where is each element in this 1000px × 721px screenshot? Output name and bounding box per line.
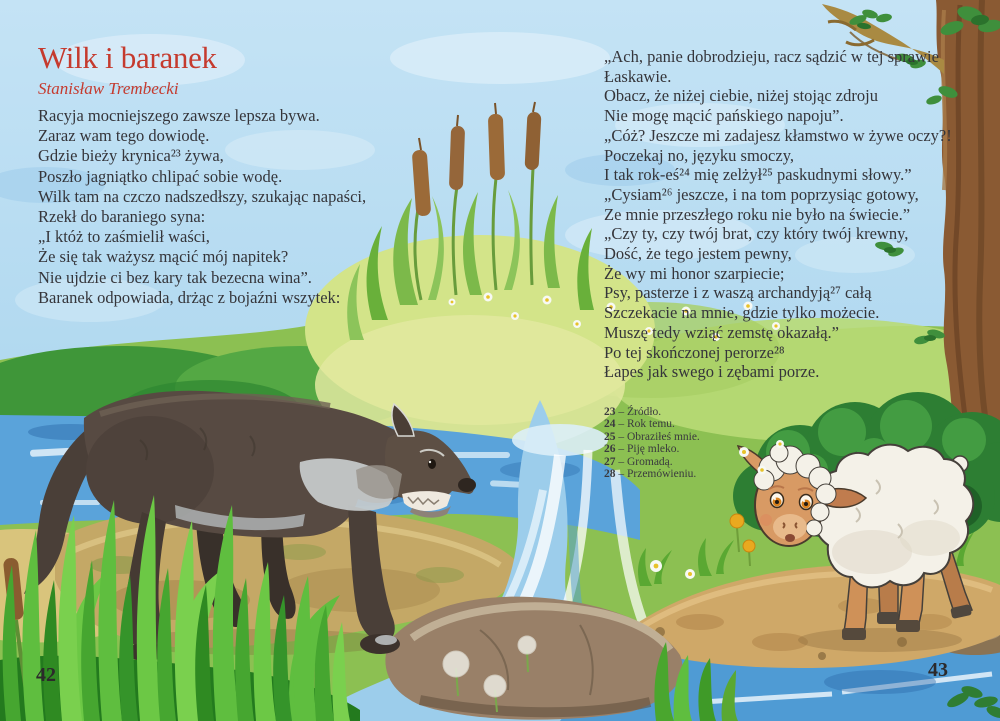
poem-line: Psy, pasterze i z waszą archandyją²⁷ całą [604, 283, 872, 303]
poem-line: Poczekaj no, języku smoczy, [604, 145, 794, 165]
page-title: Wilk i baranek [38, 40, 217, 75]
poem-line: „Czy ty, czy twój brat, czy który twój krewny, [604, 224, 909, 244]
poem-line: Obacz, że niżej ciebie, niżej stojąc zdroju [604, 86, 878, 106]
poem-line: Łapes jak swego i zębami porze. [604, 362, 820, 382]
footnote: 24 – Rok temu. [604, 418, 675, 431]
poem-line: „I któż to zaśmielił waści, [38, 227, 210, 247]
poem-line: Łaskawie. [604, 66, 672, 86]
poem-line: „Ach, panie dobrodzieju, racz sądzić w tej sprawie [604, 47, 939, 66]
poem-line: Ze mnie przeszłego roku nie było na świecie.” [604, 204, 911, 224]
poem-line: Nie mogę mącić pańskiego napoju”. [604, 106, 844, 126]
poem-right-column [604, 47, 952, 382]
poem-line: „Cysiam²⁶ jeszcze, i na tom poprzysiąc gotowy, [604, 184, 919, 204]
poem-line: Dość, że tego jestem pewny, [604, 244, 792, 264]
poem-line: Baranek odpowiada, drżąc z bojaźni wszytek: [38, 287, 341, 307]
poem-line: Wilk tam na czczo nadszedłszy, szukając napaści, [38, 186, 367, 206]
footnote: 26 – Piję mleko. [604, 443, 680, 456]
poem-line: „Cóż? Jeszcze mi zadajesz kłamstwo w żywe oczy?! [604, 125, 952, 145]
page-number-right: 43 [928, 659, 948, 681]
poem-line: Szczekacie na mnie, gdzie tylko możecie. [604, 303, 880, 323]
poem-line: Muszę tedy wziąć zemstę okazałą.” [604, 322, 840, 342]
poem-line: Racyja mocniejszego zawsze lepsza bywa. [38, 106, 320, 125]
poem-line: Że wy mi honor szarpiecie; [604, 263, 785, 283]
poem-line: Nie ujdzie ci bez kary tak bezecna wina”. [38, 267, 312, 287]
poem-line: I tak rok-eś²⁴ mię zelżył²⁵ paskudnymi słowy.” [604, 165, 912, 185]
page-author: Stanisław Trembecki [38, 79, 179, 98]
poem-line: Po tej skończonej perorze²⁸ [604, 342, 785, 362]
poem-line: Poszło jagniątko chlipać sobie wodę. [38, 166, 283, 186]
footnote: 25 – Obraziłeś mnie. [604, 430, 700, 443]
poem-left-column [38, 106, 366, 308]
footnotes-block [604, 406, 700, 480]
footnote: 27 – Gromadą. [604, 455, 673, 468]
page-number-left: 42 [36, 664, 56, 686]
poem-line: Rzekł do baraniego syna: [38, 207, 206, 227]
footnote: 28 – Przemówieniu. [604, 468, 697, 481]
poem-line: Że się tak ważysz mącić mój napitek? [38, 247, 289, 267]
footnote: 23 – Źródło. [604, 406, 662, 418]
poem-line: Zaraz wam tego dowiodę. [38, 126, 210, 146]
poem-line: Gdzie bieży krynica²³ żywa, [38, 146, 224, 166]
